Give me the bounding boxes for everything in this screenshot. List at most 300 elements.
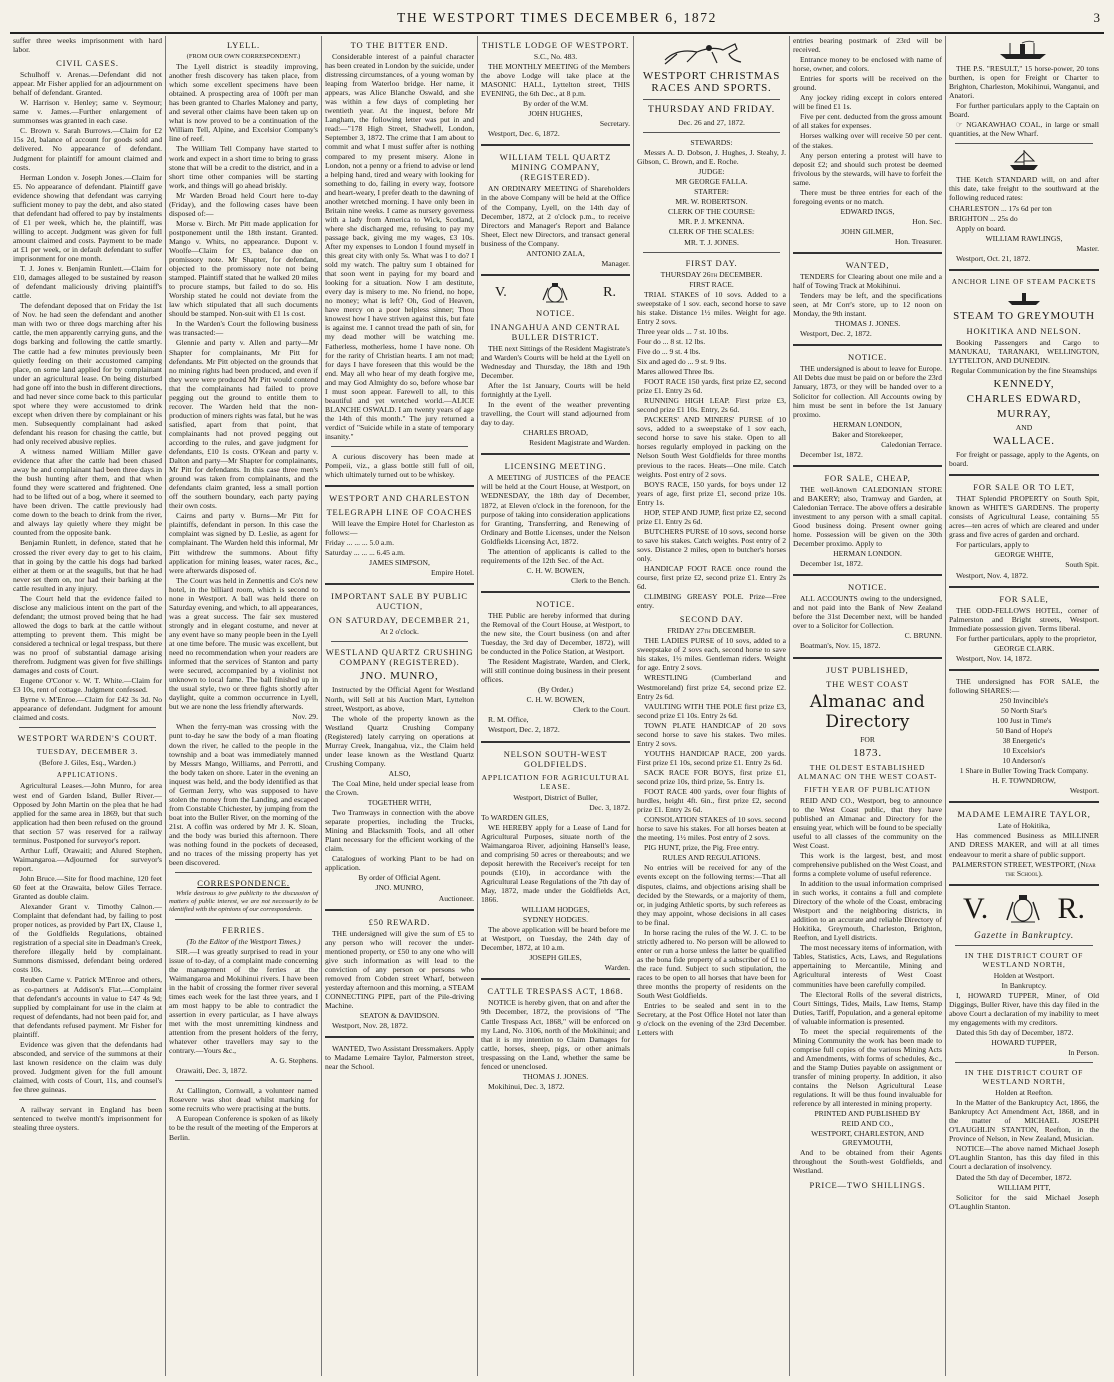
rules-cont: Any jockey riding except in colors entered will be fined £1 1s. xyxy=(793,93,942,112)
divider xyxy=(175,919,312,920)
event: RUNNING HIGH LEAP. First prize £3, second prize £1 10s. Entry, 2s 6d. xyxy=(637,396,786,415)
divider xyxy=(481,274,630,276)
auction-body: The whole of the property known as the Westland Quartz Crushing Company (Registered) lately carrying on operations at Murray Creek, Inangahua, viz., the Claim held under lease known as the Westland Quartz Crushing Company. xyxy=(325,713,474,768)
shares-body: THE undersigned has FOR SALE, the following SHARES:— xyxy=(949,676,1099,695)
races-days: THURSDAY AND FRIDAY. xyxy=(648,105,775,115)
notice-sign: C. H. W. BOWEN, xyxy=(526,695,585,705)
rules-cont: Entries for sports will be received on the ground. xyxy=(793,74,942,93)
divider xyxy=(325,485,474,487)
divider xyxy=(325,909,474,911)
notice-sign-3: Caledonian Terrace. xyxy=(881,439,942,449)
wardens-date: TUESDAY, DECEMBER 3. xyxy=(36,747,139,757)
licensing-sign-2: Clerk to the Bench. xyxy=(570,575,630,585)
just-published: JUST PUBLISHED, xyxy=(826,664,909,675)
event: PACKERS' AND MINERS' PURSE of 10 sovs, added to a sweepstake of 1 sov each, second horse to save his stake. Open to all horses regularly employed in packing on the Nelson South West Goldfields for three months previous to the races. Heats—One mile. Catch weights. Post entry of 2 sovs. xyxy=(637,415,786,479)
reward-sign: SEATON & DAVIDSON. xyxy=(359,1010,440,1020)
reward-heading: £50 REWARD. xyxy=(368,916,431,927)
ship-and: AND xyxy=(1015,422,1033,432)
event: YOUTHS HANDICAP RACE, 200 yards. First prize £1 10s, second prize £1. Entry 2s 6d. xyxy=(637,748,786,767)
publisher: REID AND CO., xyxy=(841,1119,894,1129)
correspondence-heading: CORRESPONDENCE. xyxy=(197,878,290,889)
divider xyxy=(481,453,630,455)
coal-text: NGAKAWHAO COAL, in large or small quantities, at the New Wharf. xyxy=(949,120,1099,139)
auction-sign: JNO. MUNRO, xyxy=(375,883,424,893)
divider xyxy=(331,641,468,642)
ship-name: WALLACE. xyxy=(993,435,1055,448)
licensing-sign: C. H. W. BOWEN, xyxy=(526,565,585,575)
lyell-date: Nov. 29. xyxy=(292,712,318,722)
licensing-body: A MEETING of JUSTICES of the PEACE will be held at the Court House, at Westport, on WEDNESDAY, the 18th day of December, 1872, at Eleven o'clock in the forenoon, for the purpose of taking into consideration applications for Granting, Transferring, and Renewing of Ordinary and Bottle Licenses, under the Nelson Goldfields Licensing Act, 1872. xyxy=(481,473,630,546)
application: John Bruce.—Site for flood machine, 120 feet 60 feet at the Orawaita, below Giles Terrace. Granted as double claim. xyxy=(13,873,162,902)
court-heading-2: IN THE DISTRICT COURT OF WESTLAND NORTH, xyxy=(964,1068,1084,1087)
treasurer-title: Hon. Treasurer. xyxy=(894,236,942,246)
notice-body: NOTICE—The above named Michael Joseph O'Laughlin Stanton, has this day filed in this Court a declaration of insolvency. xyxy=(949,1144,1099,1172)
almanac-fifth: FIFTH YEAR OF PUBLICATION xyxy=(804,784,931,794)
divider xyxy=(175,1080,312,1081)
notice-heading: NOTICE. xyxy=(848,352,887,363)
second-day-heading: SECOND DAY. xyxy=(679,614,744,625)
case: T. J. Jones v. Benjamin Runlett.—Claim for £10, damages alleged to be sustained by reason of defendant maliciously driving plaintiff's cattle. xyxy=(13,264,162,301)
william-tell-sign: ANTONIO ZALA, xyxy=(526,248,585,258)
ferries-sub: (To the Editor of the Westport Times.) xyxy=(186,936,301,946)
inangahua-body: THE next Sittings of the Resident Magistrate's and Warden's Courts will be held at the Lyell on Wednesday and Thursday, the 18th and 19th December. xyxy=(481,343,630,380)
applications-heading: APPLICATIONS. xyxy=(56,771,119,780)
wanted-body: Tenders may be left, and the specifications seen, at Mr Corr's store, up to 12 noon on Monday, the 9th instant. xyxy=(793,291,942,319)
share-item: 1 Share in Buller Towing Track Company. xyxy=(959,766,1089,776)
auction-body: Two Tramways in connection with the above separate properties, including the Trucks, Mining and Blacksmith Tools, and all other Plant necessary for the efficient working of the claim. xyxy=(325,808,474,854)
racehorse-engraving-icon xyxy=(657,40,767,66)
ketch-sign-2: Master. xyxy=(1076,243,1099,253)
application: Reuben Carne v. Patrick M'Enroe and others, as co-partners at Addison's Flat.—Complaint that defendant's accounts in value to £47 4s 9d; supplied by complainant for use in the claim at request of defendants, had not been paid for, and that defendants refused payment. Mr Fisher for plaintiff. xyxy=(13,975,162,1039)
goldfields-body: WE HEREBY apply for a Lease of Land for Agricultural Purposes, situate north of the Waimangaroa River, adjoining Hansell's lease, and comprising 50 acres or thereabouts; and we deposit herewith the Receiver's receipt for ten pounds (£10), in accordance with the Agricultural Lease Regulations of the 7th day of May, 1872, made under the Goldfields Act, 1866. xyxy=(481,822,630,905)
notice-date: December 1st, 1872. xyxy=(800,449,863,459)
event: VAULTING WITH THE POLE first prize £3, second prize £1 10s. Entry 2s 6d. xyxy=(637,701,786,720)
auction-sign-2: Auctioneer. xyxy=(438,893,474,903)
stewards-list: Messrs A. D. Dobson, J. Hughes, J. Steahy, J. Gibson, C. Brown, and E. Roche. xyxy=(637,148,786,167)
starter-name: MR. W. ROBERTSON. xyxy=(675,197,748,207)
william-tell-sign-2: Manager. xyxy=(601,258,630,268)
divider xyxy=(949,474,1099,476)
application: Alexander Grant v. Timothy Calnon.—Complaint that defendant had, by failing to post proper notices, as provided by Part IX, Clause 1, of the Goldfields Regulations, obtained registration of a special site in Deadman's Creek, therefore illegally held by complainant. Summons dismissed, defendant being ordered costs 10s. xyxy=(13,902,162,975)
divider xyxy=(19,727,156,728)
event: CONSOLATION STAKES of 10 sovs. second horse to save his stakes. For all horses beaten at the meeting. 1½ miles. Post entry of 2 sovs. xyxy=(637,815,786,843)
notice-body: THE Public are hereby informed that during the Removal of the Court House, at Westport, to the new site, the Court business (on and after Tuesday, the 3rd day of December, 1872), will be conducted in the Police Station, at Westport. xyxy=(481,610,630,657)
inangahua-sign: CHARLES BROAD, xyxy=(523,428,588,438)
share-item: 50 North Star's xyxy=(1001,705,1047,715)
divider xyxy=(793,252,942,254)
first-race: FIRST RACE. xyxy=(689,279,734,289)
goldfields-sign-3: JOSEPH GILES, xyxy=(529,953,582,963)
rules-body: No entries will be received for any of the events except on the following terms:—That all disputes, claims, and objections arising shall be decided by the Stewards, or a majority of them, or, in judging Athletic sports, by such referees as they may appoint, whose decisions in all cases to be final. xyxy=(637,863,786,927)
divider xyxy=(643,99,780,100)
first-day-heading: FIRST DAY. xyxy=(685,257,738,268)
column-3 xyxy=(322,36,478,1376)
auction-date: ON SATURDAY, DECEMBER 21, xyxy=(328,615,471,626)
divider xyxy=(949,801,1099,803)
auction-body: Catalogues of working Plant to be had on application. xyxy=(325,854,474,873)
lyell-para: The Lyell district is steadily improving, another fresh discovery has taken place, from which some excellent specimens have been obtained. A prospecting area of 100ft per man has been granted to Charles Maloney and party, and several other claims have been taken up on what is now proved to be a continuation of the William Tell, Alpine, and Excelsior Company's line of reef. xyxy=(169,62,318,144)
letter-place: Orawaiti, Dec. 3, 1872. xyxy=(176,1066,248,1076)
coach-friday: Friday ... ... ... 5.0 a.m. xyxy=(325,538,394,548)
bankruptcy-body: I, HOWARD TUPPER, Miner, of Old Diggings, Buller River, have this day filed in the above Court a declaration of my inability to meet my engagements with my creditors. xyxy=(949,990,1099,1027)
news-item: A European Conference is spoken of as likely to be the result of the meeting of the Emperors at Berlin. xyxy=(169,1114,318,1142)
notice-heading: NOTICE. xyxy=(536,307,575,318)
lyell-heading: LYELL. xyxy=(227,40,260,50)
wanted-body: TENDERS for Clearing about one mile and a half of Towing Track at Mokihinui. xyxy=(793,272,942,291)
lodge-by: By order of the W.M. xyxy=(523,99,588,109)
event: FOOT RACE 150 yards, first prize £2, second prize £1. Entry 2s 6d. xyxy=(637,377,786,396)
v-letter: V. xyxy=(495,284,507,300)
cattle-heading: CATTLE TRESPASS ACT, 1868. xyxy=(487,986,624,997)
lyell-sub: (FROM OUR OWN CORRESPONDENT.) xyxy=(186,53,301,60)
secretary-title: Hon. Sec. xyxy=(912,216,942,226)
court-holden: Holden at Westport. xyxy=(993,970,1055,980)
stewards-heading: STEWARDS: xyxy=(690,138,733,148)
wardens-court-heading: WESTPORT WARDEN'S COURT. xyxy=(17,733,158,744)
almanac-price: PRICE—TWO SHILLINGS. xyxy=(809,1179,926,1190)
rules-body: In horse racing the rules of the W. J. C. to be strictly adhered to. No person will be allowed to enter or run a horse unless the latter be qualified as the bona fide property of a subscriber of £1 to the race fund. Subject to such stipulation, the races to be open to all horses that have been for three months the property of residents on the South West Goldfields. xyxy=(637,927,786,1001)
ketch-sign: WILLIAM RAWLINGS, xyxy=(985,233,1063,243)
bankruptcy-sign: HOWARD TUPPER, xyxy=(991,1038,1057,1047)
almanac-body: The Electoral Rolls of the several districts, Court Sittings, Tides, Mails, Law Items, Stamp Duties, Tariff, Population, and a general epitome of valuable information is presented. xyxy=(793,989,942,1026)
case: The defendant deposed that on Friday the 1st of Nov. he had seen the defendant and another man with two or three dogs marching after his cattle, the men apparently carrying guns, and the dogs barking and following the cattle smartly. The cattle had a few minutes previously been quietly feeding on their accustomed camping place, on some land applied for by complainant under an agricultural lease. On being disturbed had gone off into the bush in different directions, and had never since come back to this particular spot where they were accustomed to drink except when driven there by complainant or his men. Subsequently complainant had asked defendant his reason for chasing the cattle, but had only received abusive replies. xyxy=(13,301,162,446)
ketch-rate: CHARLESTON ... 17s 6d per ton xyxy=(949,203,1052,213)
ferries-heading: FERRIES. xyxy=(222,924,265,935)
william-tell-body: AN ORDINARY MEETING of Shareholders in the above Company will be held at the Office of the Company, Lyell, on the 14th day of December, 1872, at 2 o'clock p.m., to receive Directors and Manager's Report and Balance Sheet, Elect new Directors, and transact general business of the Company. xyxy=(481,184,630,248)
wanted-ad: WANTED, Two Assistant Dressmakers. Apply to Madame Lemaire Taylor, Palmerston street, near the School. xyxy=(325,1044,474,1072)
lyell-para: The William Tell Company have started to work and expect in a short time to bring to grass stone that will be a credit to the district, and in a short time other companies will be starting work, and things will go ahead briskly. xyxy=(169,144,318,190)
first-day-date: THURSDAY 26th DECEMBER. xyxy=(660,269,763,279)
goldfields-sub: APPLICATION FOR AGRICULTURAL LEASE. xyxy=(481,772,630,791)
steam-body: For freight or passage, apply to the Agents, on board. xyxy=(949,450,1099,469)
inangahua-body: In the event of the weather preventing travelling, the Court will stand adjourned from day to day. xyxy=(481,400,630,428)
sale-body: THE ODD-FELLOWS HOTEL, corner of Palmerston and Bright streets, Westport. Immediate possession given. Terms liberal. xyxy=(949,605,1099,633)
lodge-body: THE MONTHLY MEETING of the Members the above Lodge will take place at the MASONIC HALL, Lyttelton street, THIS EVENING, the 6th Dec., at 8 p.m. xyxy=(481,62,630,99)
inangahua-heading: INANGAHUA AND CENTRAL BULLER DISTRICT. xyxy=(490,321,621,342)
almanac-for: FOR xyxy=(860,734,875,744)
sale-heading: FOR SALE, xyxy=(999,593,1049,604)
auction-body: The Coal Mine, held under special lease from the Crown. xyxy=(325,778,474,797)
sale-let-heading: FOR SALE OR TO LET, xyxy=(973,482,1075,493)
event: SACK RACE FOR BOYS, first prize £1, second prize 10s, third prize, 5s. Entry 1s. xyxy=(637,767,786,786)
rules-cont: Any person entering a protest will have to deposit £2; and should such protest be deemed frivolous by the stewards, will have to forfeit the same. xyxy=(793,150,942,187)
pointing-hand-icon: ☞ xyxy=(956,120,967,130)
lodge-sub: S.C., No. 483. xyxy=(533,52,578,61)
ketch-apply: Apply on board. xyxy=(956,223,1006,233)
divider xyxy=(793,344,942,346)
ship-name: KENNEDY, xyxy=(993,377,1055,390)
starter-heading: STARTER: xyxy=(694,187,729,197)
coach-saturday: Saturday ... ... ... 6.45 a.m. xyxy=(325,548,405,558)
divider xyxy=(481,144,630,146)
divider xyxy=(325,583,474,585)
for-sale-date: December 1st, 1872. xyxy=(800,559,863,569)
madame-heading: MADAME LEMAIRE TAYLOR, xyxy=(957,809,1091,820)
coach-body: Will leave the Empire Hotel for Charleston as follows:— xyxy=(325,519,474,538)
result-body: THE P.S. "RESULT," 15 horse-power, 20 tons burthen, is open for Freight or Charter to Brighton, Charleston, Mokihinui, Wanganui, and Anatori. xyxy=(949,64,1099,101)
notice-sign-2: Baker and Storekeeper, xyxy=(832,429,903,439)
event: CLIMBING GREASY POLE. Prize—Free entry. xyxy=(637,592,786,611)
event: THE LADIES PURSE of 10 sovs, added to a sweepstake of 2 sovs each, second horse to save his stakes, 1½ miles. Gentleman riders. Weight for age. Entry 2 sovs. xyxy=(637,636,786,673)
case: Byrne v. M'Enroe.—Claim for £42 3s 3d. No appearance of defendant. Judgment for amount claimed and costs. xyxy=(13,695,162,723)
divider xyxy=(793,574,942,576)
rules-cont: Five per cent. deducted from the gross amount of all stakes for expenses. xyxy=(793,112,942,131)
notice-sign: WILLIAM PITT, xyxy=(997,1182,1051,1192)
goldfields-body: The above application will be heard before me at Westport, on Tuesday, the 24th day of December, 1872, at 10 a.m. xyxy=(481,925,630,953)
notice-date: Westport, Dec. 2, 1872. xyxy=(488,725,560,735)
column-5 xyxy=(634,36,790,1376)
wanted-sign: THOMAS J. JONES. xyxy=(834,319,901,329)
weight: Five do ... 9 st. 4 lbs. xyxy=(637,346,701,356)
lyell-para: In the Warden's Court the following business was transacted:— xyxy=(169,319,318,338)
for-sale-heading: FOR SALE, CHEAP, xyxy=(824,472,911,483)
ketch-date: Westport, Oct. 21, 1872. xyxy=(956,253,1031,263)
column-4 xyxy=(478,36,634,1376)
event: BUTCHERS PURSE of 10 sovs, second horse to save his stakes. Catch weights. Post entry of 2 sovs. Distance 2 miles, open to butcher's horses only. xyxy=(637,526,786,563)
steam-body: Regular Communication by the fine Steamships xyxy=(951,365,1097,375)
weight: Four do ... 8 st. 12 lbs. xyxy=(637,336,706,346)
cattle-date: Mokihinui, Dec. 3, 1872. xyxy=(488,1081,565,1091)
notice-body: The Resident Magistrate, Warden, and Clerk, will still continue doing business in their present offices. xyxy=(481,657,630,685)
case: Benjamin Runlett, in defence, stated that he crossed the river every day to get to his claim, that in going by the cattle his dogs had barked either at them or at the seagulls, but that he had never set them on, nor had their barking at the cattle resulted in any injury. xyxy=(13,538,162,593)
rules-cont: Entrance money to be enclosed with name of horse, owner, and colors. xyxy=(793,55,942,74)
reward-date: Westport, Nov. 28, 1872. xyxy=(332,1021,408,1031)
divider xyxy=(955,1062,1093,1063)
sale-sign: GEORGE CLARK. xyxy=(993,643,1055,653)
event: TOWN PLATE HANDICAP of 20 sovs second horse to save his stakes. Two miles. Entry 2 sovs. xyxy=(637,720,786,748)
cattle-sign: THOMAS J. JONES. xyxy=(522,1071,589,1081)
bankruptcy-sign-2: In Person. xyxy=(1068,1048,1099,1058)
lyell-para: Mr Warden Broad held Court here to-day (Friday), and the following cases have been disposed of:— xyxy=(169,190,318,218)
case: Eugene O'Conor v. W. T. White.—Claim for £3 10s, rent of cottage. Judgment confessed. xyxy=(13,676,162,695)
publisher-agents: And to be obtained from their Agents throughout the South-west Goldfields, and Westland. xyxy=(793,1148,942,1176)
inangahua-body: After the 1st January, Courts will be held fortnightly at the Lyell. xyxy=(481,381,630,400)
lyell-para: Cairns and party v. Burns—Mr Pitt for plaintiffs, defendant in person. In this case the complaint was signed by D. Leslie, as agent for complainant. The Warden held this informal, Mr Pitt withdrew the summons. About fifty application for mining leases, water races, &c., were afterwards disposed of. xyxy=(169,511,318,575)
share-item: 100 Just in Time's xyxy=(996,716,1052,726)
case: Herman London v. Joseph Jones.—Claim for £5. No appearance of defendant. Plaintiff gave evidence showing that defendant was carrying sufficient money to pay the debt, and also stated that defendant had offered to pay by instalments of £1 per week, which he, the plaintiff, was willing to accept. Judgment was given for full amount claimed and costs. Payment to be made at £1 per week, or in default defendant to suffer imprisonment for one month. xyxy=(13,172,162,264)
notice-sign-2: Solicitor for the said Michael Joseph O'Laughlin Stanton. xyxy=(949,1192,1099,1211)
steamship-engraving-icon xyxy=(1004,290,1044,306)
notice-sign-2: Clerk to the Court. xyxy=(573,705,630,715)
divider xyxy=(481,978,630,980)
almanac-oldest: THE OLDEST ESTABLISHED ALMANAC ON THE WEST COAST- xyxy=(797,762,938,781)
races-dates: Dec. 26 and 27, 1872. xyxy=(678,118,745,127)
auction-order: By order of Official Agent. xyxy=(358,873,441,883)
anchor-line: ANCHOR LINE OF STEAM PACKETS xyxy=(951,276,1097,286)
share-item: 50 Band of Hope's xyxy=(995,726,1053,736)
ketch-rate: BRIGHTON ... 25s do xyxy=(949,213,1018,223)
weight: Six and aged do ... 9 st. 9 lbs. xyxy=(637,356,727,366)
coach-heading: WESTPORT AND CHARLESTON xyxy=(329,493,470,504)
wanted-heading: WANTED, xyxy=(845,260,890,271)
notice-heading-2: NOTICE. xyxy=(536,598,575,609)
races-heading: WESTPORT CHRISTMAS RACES AND SPORTS. xyxy=(642,70,781,94)
goldfields-sign-2: SYDNEY HODGES. xyxy=(522,915,589,925)
notice-office: R. M. Office, xyxy=(488,715,529,725)
auction-together: TOGETHER WITH, xyxy=(367,798,432,808)
case: A witness named William Miller gave evidence that after the cattle had been chased away he and complainant had been three days in the bush hunting after them, and that when found they were scattered and frightened. One had to be lifted out of a bog, where it seemed to have been driven. The cattle previously had come down to the beach to drink from the river, and always lay quietly where they might be counted from the opposite bank. xyxy=(13,447,162,538)
shares-sign-2: Westport. xyxy=(1069,786,1099,796)
divider xyxy=(793,657,942,659)
event: HANDICAP FOOT RACE once round the course, first prize £2, second prize £1. Entry 2s 6d. xyxy=(637,564,786,592)
royal-arms-crest-icon xyxy=(1003,894,1043,924)
steam-heading: STEAM TO GREYMOUTH xyxy=(953,309,1095,322)
royal-arms-block xyxy=(963,892,1085,926)
wanted-date: Westport, Dec. 2, 1872. xyxy=(800,329,872,339)
civil-cases-heading: CIVIL CASES. xyxy=(56,58,119,69)
application: Arthur Luff, Orawaiti; and Alured Stephen, Waimangaroa.—Adjourned for surveyor's report. xyxy=(13,845,162,873)
west-coast: THE WEST COAST xyxy=(826,678,909,689)
clerk-name: MR. P. J. M'KENNA. xyxy=(678,217,745,227)
royal-arms-crest-icon xyxy=(540,282,570,304)
divider xyxy=(949,586,1099,588)
publisher-places: WESTPORT, CHARLESTON, AND GREYMOUTH, xyxy=(811,1129,924,1148)
divider xyxy=(955,143,1093,144)
case: C. Brown v. Sarah Burrows.—Claim for £2 15s 2d, balance of account for goods sold and delivered. No appearance of defendant. Judgment for plaintiff for amount claimed and costs. xyxy=(13,126,162,172)
divider xyxy=(331,446,468,447)
goldfields-sign: WILLIAM HODGES, xyxy=(521,905,590,915)
lyell-para: Morse v. Birch. Mr Pitt made application for postponement until the 18th instant. Granted. Mango v. Whits, no appearance. Dupont v. Woolfe—Claim for £3, balance due on promissory note. Mr Shapter, for defendant, objected to the promissory note not being stamped. Plaintiff stated that he walked 20 miles to procure stamps, but failed to do so. His Worship stated he could not deviate from the law which stipulated that all such documents should be stamped. Non-suit with £1 1s cost. xyxy=(169,218,318,319)
page-number: 3 xyxy=(1093,10,1100,25)
goldfields-place: Westport, District of Buller, xyxy=(513,792,598,802)
scales-heading: CLERK OF THE SCALES: xyxy=(668,227,755,237)
intro: suffer three weeks imprisonment with hard labor. xyxy=(13,36,162,55)
application: Agricultural Leases.—John Munro, for area west end of Garden Island, Buller River.—Opposed by John Martin on the plea that he had applied for the same area in 1869, but that such application had then been refused on the ground that section 57 was reserved for a railway terminus. Postponed for surveyor's report. xyxy=(13,781,162,845)
ship-name: CHARLES EDWARD, xyxy=(966,392,1082,405)
for-sale-body: THE well-known CALEDONIAN STORE and BAKERY; also, Tramway and Garden, at Caledonian Terrace. The above offers a desirable investment to any person with a small capital. Good business doing. Present owner going home. Possession will be given on the 30th December proximo. Apply to xyxy=(793,484,942,549)
coal-ad xyxy=(949,120,1099,138)
auction-body: Instructed by the Official Agent for Westland North, will Sell at his Auction Mart, Lyttelton street, Westport, as above, xyxy=(325,685,474,713)
licensing-heading: LICENSING MEETING. xyxy=(504,461,607,472)
almanac-body: To meet the special requirements of the Mining Community the work has been made to comprise full copies of the various Mining Acts and Amendments, with forms of schedules, &c., and the Stamp Duties payable on assignment or transfer of mining property. In addition, it also contains the Nelson Agricultural Lease regulations. It will be thus found invaluable for reference by all interested in mining property. xyxy=(793,1026,942,1109)
notice-body: ALL ACCOUNTS owing to the undersigned, and not paid into the Bank of New Zealand before the 31st December next, will be handed over to a Solicitor for Collection. xyxy=(793,594,942,631)
columns xyxy=(10,36,1104,1376)
r-letter: R. xyxy=(1057,891,1085,925)
notice-by: (By Order.) xyxy=(537,685,573,695)
share-item: 10 Excelsior's xyxy=(1002,746,1046,756)
share-item: 250 Invincible's xyxy=(999,695,1049,705)
reward-body: THE undersigned will give the sum of £5 to any person who will recover the under-mentioned property, or £50 to any one who will give such information as will lead to the conviction of any person or persons who removed from Cobden street Wharf, between yesterday afternoon and this morning, a STEAM CONNECTING PIPE, part of the Pile-driving Machine. xyxy=(325,928,474,1010)
auction-also: ALSO, xyxy=(388,768,411,778)
steam-body: Booking Passengers and Cargo to MANUKAU, TARANAKI, WELLINGTON, LYTTELTON, AND DUNEDIN. xyxy=(949,337,1099,365)
for-sale-sign: HERMAN LONDON. xyxy=(833,549,902,559)
almanac-body: In addition to the usual information comprised in such works, it contains a full and complete Directory of the whole of the Coast, embracing Westport and the neighboring districts, in addition to an accurate and reliable Directory of Hokitika, Greymouth, Charleston, Brighton, Reefton, and Lyell districts. xyxy=(793,879,942,943)
r-letter: R. xyxy=(603,284,616,300)
notice-heading-2: NOTICE. xyxy=(848,582,887,593)
ship-name: MURRAY, xyxy=(996,407,1052,420)
gazette-heading: Gazette in Bankruptcy. xyxy=(974,929,1074,940)
in-bankruptcy: In Bankruptcy. xyxy=(1001,980,1047,990)
event: FOOT RACE 400 yards, over four flights of hurdles, height 4ft. 6in., first prize £2, second prize £1. Entry 2s 6d. xyxy=(637,787,786,815)
goldfields-sign-4: Warden. xyxy=(604,963,630,973)
column-2 xyxy=(166,36,322,1376)
secretary-sign: EDWARD INGS, xyxy=(840,206,895,216)
rules-cont: There must be three entries for each of the foregoing events or no match. xyxy=(793,187,942,206)
lyell-para: Glennie and party v. Allen and party—Mr Shapter for complainants, Mr Pitt for defendants. Mr Pitt objected on the grounds that no mining rights had been produced, and even if they were were produced Mr Pitt would contend that the complainants had failed to prove pegging out the ground to entitle them to recover. The Warden held that the non-production of miners rights was fatal, but he was satisfied, apart from that point, that complainants had not proved pegging out according to the rules, and gave judgment for defendants, £10 1s costs. O'Kean and party v. Dalton and party—Mr Shapter for complainants, Mr Pitt for defendants. In this case three men's ground was taken from complainants, and the defendants claim granted, less a small portion off the southern boundary, each party paying their own costs. xyxy=(169,338,318,511)
event: BOYS RACE, 150 yards, for boys under 12 years of age, first prize £1, second prize 10s. Entry 1s. xyxy=(637,479,786,507)
auction-heading: IMPORTANT SALE BY PUBLIC AUCTION, xyxy=(331,591,468,612)
share-item: 10 Anderson's xyxy=(1002,756,1046,766)
sale-let-sign-2: South Spit. xyxy=(1065,560,1099,570)
notice-sign: HERMAN LONDON, xyxy=(833,419,902,429)
sale-body: For further particulars, apply to the proprietor, xyxy=(956,633,1097,643)
notice-sign: C. BRUNN. xyxy=(904,631,942,641)
result-body: For further particulars apply to the Captain on Board. xyxy=(949,101,1099,120)
sailing-ship-engraving-icon xyxy=(1004,149,1044,171)
divider xyxy=(175,872,312,873)
bitter-end-heading: TO THE BITTER END. xyxy=(350,40,449,50)
column-7 xyxy=(946,36,1102,1376)
event: PIG HUNT, prize, the Pig. Free entry. xyxy=(644,843,759,853)
divider xyxy=(643,252,780,253)
treasurer-sign: JOHN GILMER, xyxy=(841,226,894,236)
divider xyxy=(949,669,1099,671)
rules-heading: RULES AND REGULATIONS. xyxy=(662,853,761,863)
rules-body: Entries to be sealed and sent in to the Secretary, at the Post Office Hotel not later than 9 o'clock on the evening of the 23rd December. Letters with xyxy=(637,1001,786,1038)
lyell-para: When the ferry-man was crossing with the punt to-day he saw the body of a man floating down the river, he called to the people in the township and a boat was immediately manned by Messrs Mango, Williams, and Perrotti, and the body taken on shore. Later in the evening an inquest was held, and the body identified as that of German Jerry, who was supposed to have stolen the money from the Landing, and escaped from Constable Chichester, by jumping from the boat into the Buller River, on the morning of the 21st. A coffin was ordered by Mr J. K. Sloan, and the body was buried this afternoon. There was nothing found in the pockets of deceased, and no traces of the missing property has yet been discovered. xyxy=(169,722,318,868)
almanac-year: 1873. xyxy=(853,746,882,759)
divider xyxy=(949,884,1099,886)
william-tell-heading: WILLIAM TELL QUARTZ MINING COMPANY, (REGISTERED). xyxy=(499,152,612,183)
news-item: A railway servant in England has been sentenced to twelve month's imprisonment for stealing three oysters. xyxy=(13,1105,162,1133)
article-body: Considerable interest of a painful character has been created in London by the suicide, under distressing circumstances, of a young woman by leaping from Waterloo bridge. Her name, it appears, was Alice Blanche Oswald, and she was within a few days of completing her twentieth year. At the inquest, before Mr Langham, the following letter was put in and read:—"178 High Street, Shadwell, London, September 3, 1872. The crime that I am about to commit and what I must suffer after is nothing compared to my present misery. Alone in London, not a penny or a friend to advise or lend a helping hand, tired and weary with looking for something to do, failing in every way, footsore and heart-weary, I prefer death to the dawning of another wretched morning. I have only been in Britain nine weeks. I came as nursery governess with a lady from America to Wick, Scotland, where she discharged me, refusing to pay my passage back, giving me my wages, £3 10s. After my expenses to London I found myself in this great city with only 5s. What was I to do? I sold my watch. The paltry sum I obtained for that soon went in paying for my board and looking for a situation. Now I am destitute, every day is misery to me. No friend, no hope, no money; what is left? Oh, God of Heaven, have mercy on a poor helpless sinner; Thou knowest how I have striven against this, but fate is against me. I cannot tread the path of sin, for my dead mother will be watching me. Fatherless, motherless, home I have none. Oh for the rarity of Christian hearts. I am not mad; for days I have foreseen that this would be the end. May all who hear of my death forgive me, and may God Almighty do so, before whose bar I must soon appear. Farewell to all, to this beautiful and yet wretched world.—ALICE BLANCHE OSWALD. I am twenty years of age the 14th of this month." The jury returned a verdict of "Suicide while in a state of temporary insanity." xyxy=(325,52,474,441)
application: Evidence was given that the defendants had absconded, and service of the summons at their last known residence on the claim was duly proved. Judgment given for the full amount claimed, with costs of Court, 11s, and counsel's fee three guineas. xyxy=(13,1039,162,1095)
column-1 xyxy=(10,36,166,1376)
notice-date: Dated the 5th day of December, 1872. xyxy=(956,1172,1072,1182)
weight: Three year olds ... 7 st. 10 lbs. xyxy=(637,326,729,336)
event: WRESTLING (Cumberland and Westmoreland) first prize £4, second prize £2. Entry 2s 6d. xyxy=(637,673,786,701)
news-item: At Callington, Cornwall, a volunteer named Rosevere was shot dead whilst marking for some recruits who were practising at the butts. xyxy=(169,1086,318,1114)
cattle-body: NOTICE is hereby given, that on and after the 9th December, 1872, the provisions of "The Cattle Trespass Act, 1868," will be enforced on my Land, No. 3106, north of the Mokihinui; and that it is my intention to Claim Damages for cattle, horses, sheep, pigs, or other animals trespassing on the Land, whether the same be fenced or unenclosed. xyxy=(481,998,630,1071)
letter-signature: A. G. Stephens. xyxy=(270,1056,318,1066)
divider xyxy=(481,741,630,743)
goldfields-to: To WARDEN GILES, xyxy=(481,812,549,822)
event: HOP, STEP AND JUMP, first prize £2, second prize £1. Entry 2s 6d. xyxy=(637,507,786,526)
weight: Mares allowed Three lbs. xyxy=(637,367,715,377)
almanac-body: This work is the largest, best, and most comprehensive published on the West Coast, and forms a complete volume of useful reference. xyxy=(793,850,942,878)
court-holden-2: Holden at Reefton. xyxy=(995,1088,1053,1098)
divider xyxy=(949,269,1099,271)
lodge-sign-2: Secretary. xyxy=(599,119,630,129)
clerk-heading: CLERK OF THE COURSE: xyxy=(668,207,755,217)
notice-date: Boatman's, Nov. 15, 1872. xyxy=(800,641,881,651)
quartz-heading: WESTLAND QUARTZ CRUSHING COMPANY (REGISTERED). xyxy=(325,647,474,668)
share-item: 38 Energetic's xyxy=(1002,736,1046,746)
divider xyxy=(19,1099,156,1100)
almanac-body: The most necessary items of information, with Tables, Statistics, Acts, Laws, and Regulations appertaining to Mercantile, Mining and Agricultural interests of West Coast communities have been carefully compiled. xyxy=(793,943,942,989)
ferries-letter: SIR.—I was greatly surprised to read in your issue of to-day, of a complaint made concerning the management of the ferries at the Waimangaroa and Mokihinui rivers. I have been in the habit of crossing the former river several times each week for the last three years, and I am most happy to be able to contradict the assertion in every particular, as I have always met with the most unremitting kindness and attention from the present holders of the ferry, whatever other travellers may say to the contrary.—Yours &c., xyxy=(169,946,318,1056)
auctioneer-name: JNO. MUNRO, xyxy=(360,670,439,683)
column-6 xyxy=(790,36,946,1376)
divider xyxy=(643,132,780,133)
matter-body: In the Matter of the Bankruptcy Act, 1866, the Bankruptcy Act Amendment Act, 1868, and in the matter of MICHAEL JOSEPH O'LAUGHLIN STANTON, Reefton, in the Province of Nelson, in New Zealand, Musician. xyxy=(949,1098,1099,1144)
ketch-body: THE Ketch STANDARD will, on and after this date, take freight to the southward at the following reduced rates: xyxy=(949,175,1099,203)
licensing-body: The attention of applicants is called to the requirements of the 12th Sec. of the Act. xyxy=(481,546,630,565)
auction-time: At 2 o'clock. xyxy=(380,627,419,637)
lodge-date: Westport, Dec. 6, 1872. xyxy=(488,129,560,139)
v-letter: V. xyxy=(963,891,989,925)
correspondence-note: While desirous to give publicity to the discussion of matters of public interest, we are not necessarily to be identified with the opinions of our correspondents. xyxy=(169,890,318,913)
notice-body: THE undersigned is about to leave for Europe. All Debts due must be paid on or before the 23rd January, 1873, or they will be handed over to a Solicitor for collection. All Accounts owing by him must be sent in before the 1st January proximo. xyxy=(793,364,942,419)
royal-arms-block xyxy=(495,282,616,304)
case: The Court held that the evidence failed to disclose any malicious intent on the part of the defendant; the utmost proved being that he had allowed the dogs to bark at the cattle without attempting to prevent them. This might be considered a technical or legal trespass, but there was no proof of substantial damage arising therefrom. Judgment was given for five shillings damages and costs of Court. xyxy=(13,593,162,676)
almanac-body: REID AND CO., Westport, beg to announce to the West Coast public, that they have published an Almanac and Directory for the ensuing year, which will be found to be specially useful to all classes of the community on the West Coast. xyxy=(793,795,942,850)
rules-cont: entries bearing postmark of 23rd will be received. xyxy=(793,36,942,55)
steam-heading-2: HOKITIKA AND NELSON. xyxy=(966,325,1082,336)
goldfields-heading: NELSON SOUTH-WEST GOLDFIELDS. xyxy=(503,748,608,769)
lyell-para: The Court was held in Zennettis and Co's new hotel, in the billiard room, which is second to none in Westport. A ball was held there on Saturday evening, and which, to all appearances, was a great success. The fair sex mustered strongly and in elegant costume, and never at any event have so many people been in the Lyell at one time before. The music was excellent, but need no recommendation when your readers are informed that the services of Stanton and party were secured, accompanied by a violinist not unknown to local fame. The ball finished up in the usual style, two or three fights shortly after daylight, quite a common occurrence in Lyell, but we are none the less friendly afterwards. xyxy=(169,575,318,712)
judge-heading: JUDGE: xyxy=(698,167,725,177)
